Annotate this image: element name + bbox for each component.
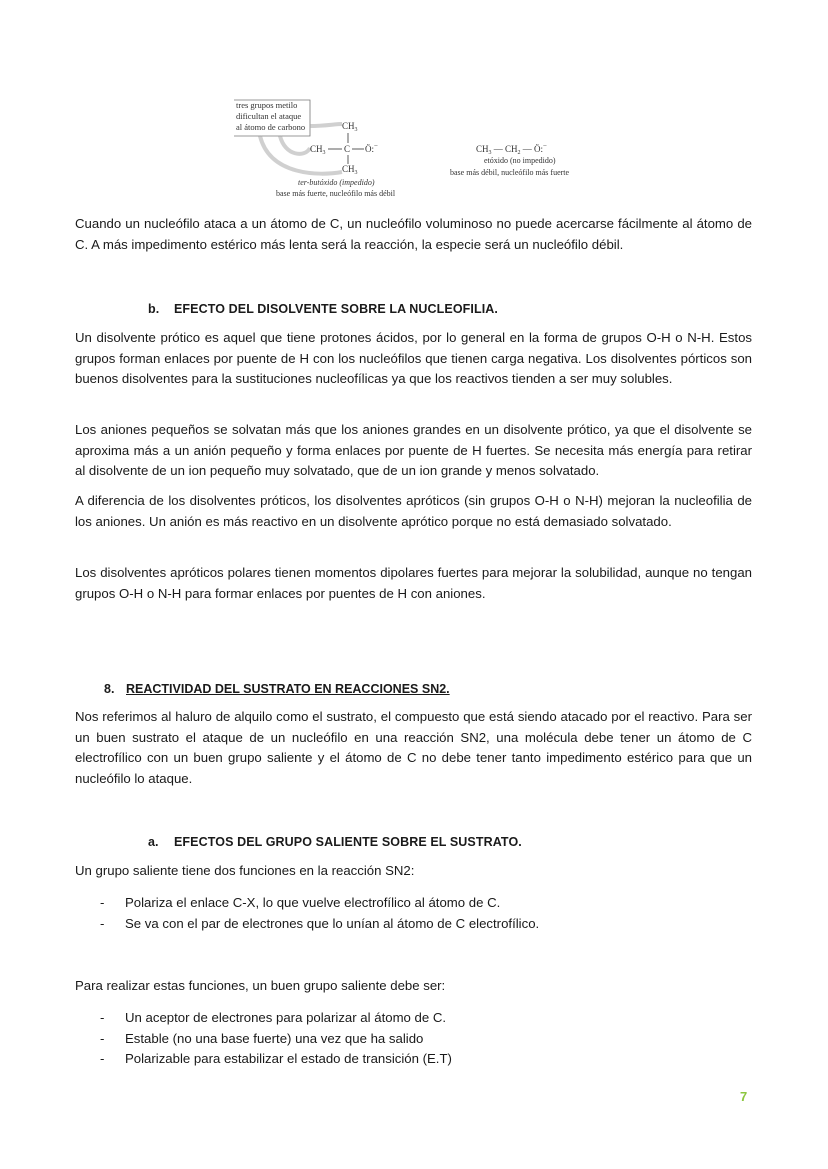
heading-solvent-effect <box>148 302 498 316</box>
right-caption-line1: etóxido (no impedido) <box>484 156 556 165</box>
list-functions <box>100 893 750 934</box>
heading-title: EFECTOS DEL GRUPO SALIENTE SOBRE EL SUSTRATO. <box>174 835 522 849</box>
methyl-top: $CH_3$ <box>342 121 358 133</box>
list-item-text: Polariza el enlace C-X, lo que vuelve electrofílico al átomo de C. <box>125 895 501 910</box>
paragraph-aprotic: A diferencia de los disolventes próticos, los disolventes apróticos (sin grupos O-H o N-H) mejoran la nucleofilia de los aniones. Un anión es más reactivo en un disolvente aprótico porque no está demasiado solvatado. <box>75 493 752 529</box>
list-item <box>100 1008 750 1029</box>
paragraph-protic-solvent: Un disolvente prótico es aquel que tiene protones ácidos, por lo general en la forma de grupos O-H o N-H. Estos grupos forman enlaces por puente de H con los nucleófilos que tienen carga negativa. Los disolventes pórticos son buenos disolventes para la sustituciones nucleofílicas ya que los reactivos tienden a ser muy solubles. <box>75 330 752 386</box>
alkoxide-structures-diagram <box>230 96 600 206</box>
paragraph-polar-aprotic: Los disolventes apróticos polares tienen momentos dipolares fuertes para mejorar la solubilidad, aunque no tengan grupos O-H o N-H para formar enlaces por puentes de H con aniones. <box>75 565 752 601</box>
methyl-bottom: $CH_3$ <box>342 164 358 176</box>
page-number: 7 <box>740 1089 748 1104</box>
left-caption-line1: ter-butóxido (impedido) <box>298 178 375 187</box>
bullet-dash: - <box>100 895 105 910</box>
oxygen-anion: Ö:− <box>365 142 378 154</box>
bullet-dash: - <box>100 1010 105 1025</box>
list-item-text: Un aceptor de electrones para polarizar al átomo de C. <box>125 1010 447 1025</box>
pointer-top <box>310 124 342 126</box>
figure-label-line2: dificultan el ataque <box>236 111 302 121</box>
right-caption-line2: base más débil, nucleófilo más fuerte <box>450 168 570 177</box>
list-requirements <box>100 1008 750 1070</box>
methyl-left: $CH_3$ <box>310 144 326 156</box>
ethoxide-formula: $CH_3$ — $CH_2$ — Ö:− <box>476 142 547 156</box>
paragraph-steric: Cuando un nucleófilo ataca a un átomo de C, un nucleófilo voluminoso no puede acercarse fácilmente al átomo de C. A más impedimento estérico más lenta será la reacción, la especie será un nucleófilo débil. <box>75 216 752 252</box>
paragraph-substrate: Nos referimos al haluro de alquilo como el sustrato, el compuesto que está siendo atacado por el reactivo. Para ser un buen sustrato el ataque de un nucleófilo en una reacción SN2, una molécula debe tener un átomo de C electrofílico con un buen grupo saliente y el átomo de C no debe tener tanto impedimento estérico para que un nucleófilo lo ataque. <box>75 709 752 786</box>
figure-label-line3: al átomo de carbono <box>236 122 306 132</box>
bullet-dash: - <box>100 1051 105 1066</box>
left-caption-line2: base más fuerte, nucleófilo más débil <box>276 189 396 198</box>
list-item-text: Polarizable para estabilizar el estado de transición (E.T) <box>125 1051 452 1066</box>
steric-hindrance-figure <box>230 96 600 206</box>
heading-title: EFECTO DEL DISOLVENTE SOBRE LA NUCLEOFILIA. <box>174 302 498 316</box>
paragraph-good-leaving-group: Para realizar estas funciones, un buen grupo saliente debe ser: <box>75 978 446 993</box>
heading-number: 8. <box>104 682 115 696</box>
central-carbon: C <box>344 144 351 154</box>
list-item <box>100 1049 750 1070</box>
list-item-text: Estable (no una base fuerte) una vez que ha salido <box>125 1030 424 1046</box>
list-item <box>100 1029 750 1050</box>
bullet-dash: - <box>100 915 105 931</box>
paragraph-two-functions: Un grupo saliente tiene dos funciones en la reacción SN2: <box>75 863 415 878</box>
pointer-left <box>280 136 310 154</box>
heading-title: REACTIVIDAD DEL SUSTRATO EN REACCIONES SN2. <box>126 682 450 696</box>
heading-number: b. <box>148 302 160 316</box>
figure-label-line1: tres grupos metilo <box>236 100 298 110</box>
heading-substrate-reactivity <box>104 682 450 696</box>
bullet-dash: - <box>100 1030 105 1046</box>
list-item-text: Se va con el par de electrones que lo unían al átomo de C electrofílico. <box>125 915 540 931</box>
heading-leaving-group <box>148 835 522 849</box>
heading-number: a. <box>148 835 159 849</box>
list-item <box>100 893 750 914</box>
list-item <box>100 914 750 935</box>
paragraph-small-anions: Los aniones pequeños se solvatan más que los aniones grandes en un disolvente prótico, ya que el disolvente se aproxima más a un anión pequeño y forma enlaces por puente de H fuertes. Se necesita más energía para retirar al disolvente de un ion pequeño muy solvatado, que de un ion grande y menos solvatado. <box>75 422 752 478</box>
